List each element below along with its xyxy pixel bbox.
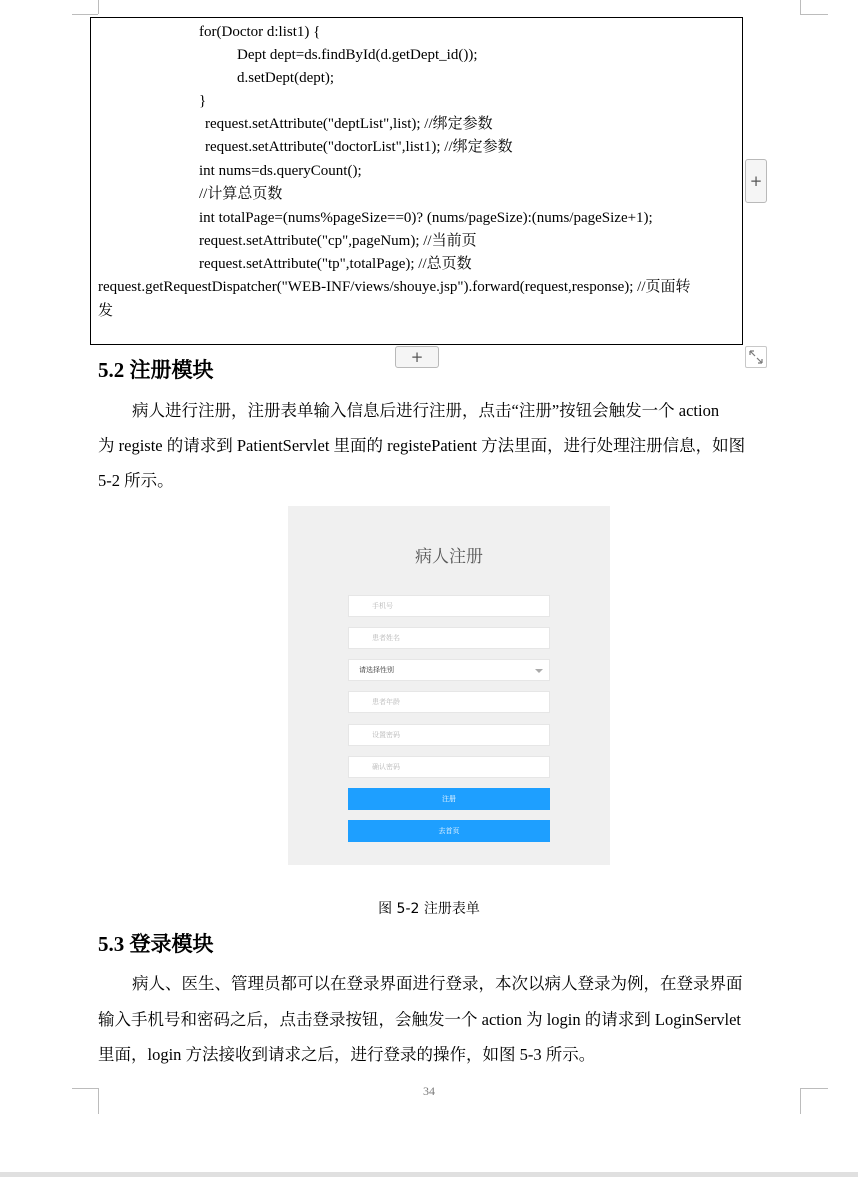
crop-mark (800, 0, 801, 14)
gender-select (348, 659, 550, 681)
register-button: 注册 (348, 788, 550, 810)
code-line: d.setDept(dept); (237, 70, 335, 86)
code-line: request.setAttribute("tp",totalPage); //总页数 (199, 256, 472, 272)
code-line: for(Doctor d:list1) { (199, 24, 321, 40)
code-line: Dept dept=ds.findById(d.getDept_id()); (237, 47, 478, 63)
paragraph-5-3 (98, 966, 802, 1071)
code-line: 发 (98, 303, 114, 319)
gender-select-label: 请选择性别 (359, 666, 394, 674)
code-line: request.setAttribute("cp",pageNum); //当前页 (199, 233, 477, 249)
confirm-password-input: 确认密码 (348, 756, 550, 778)
code-text-box[interactable] (90, 17, 743, 345)
expand-arrows-icon (746, 347, 766, 367)
phone-input: 手机号 (348, 595, 550, 617)
paragraph-line: 5-2 所示。 (98, 471, 174, 490)
registration-form-figure (288, 506, 610, 865)
paragraph-line: 病人进行注册，注册表单输入信息后进行注册，点击“注册”按钮会触发一个 action (132, 401, 720, 420)
crop-mark (72, 14, 98, 15)
code-line: request.setAttribute("doctorList",list1); //绑定参数 (205, 139, 513, 155)
crop-mark (98, 0, 99, 14)
patient-name-input: 患者姓名 (348, 627, 550, 649)
chevron-down-icon (535, 669, 543, 673)
patient-age-input: 患者年龄 (348, 691, 550, 713)
code-line: } (199, 93, 207, 109)
section-heading-5-2: 5.2 注册模块 (98, 358, 214, 382)
paragraph-5-2 (98, 393, 802, 498)
paragraph-line: 里面，login 方法接收到请求之后，进行登录的操作，如图 5-3 所示。 (98, 1045, 596, 1064)
section-heading-5-3: 5.3 登录模块 (98, 932, 214, 956)
code-line: int totalPage=(nums%pageSize==0)? (nums/pageSize):(nums/pageSize+1); (199, 210, 653, 226)
add-row-button[interactable]: + (745, 159, 767, 203)
page-number: 34 (423, 1084, 435, 1098)
add-column-button[interactable]: + (395, 346, 439, 368)
form-title: 病人注册 (415, 547, 483, 567)
code-line: request.setAttribute("deptList",list); //绑定参数 (205, 116, 493, 132)
code-line: int nums=ds.queryCount(); (199, 163, 362, 179)
bottom-scroll-bar[interactable] (0, 1172, 858, 1177)
paragraph-line: 为 registe 的请求到 PatientServlet 里面的 registePatient 方法里面，进行处理注册信息，如图 (98, 436, 746, 455)
crop-mark (800, 14, 828, 15)
code-line: //计算总页数 (199, 186, 283, 202)
expand-icon[interactable] (745, 346, 767, 368)
set-password-input: 设置密码 (348, 724, 550, 746)
figure-caption: 图 5-2 注册表单 (378, 901, 480, 917)
go-home-button: 去首页 (348, 820, 550, 842)
paragraph-line: 病人、医生、管理员都可以在登录界面进行登录，本次以病人登录为例，在登录界面 (132, 974, 743, 993)
paragraph-line: 输入手机号和密码之后，点击登录按钮，会触发一个 action 为 login 的请求到 LoginServlet (98, 1010, 742, 1029)
code-line: request.getRequestDispatcher("WEB-INF/views/shouye.jsp").forward(request,response); //页面转 (98, 279, 691, 295)
